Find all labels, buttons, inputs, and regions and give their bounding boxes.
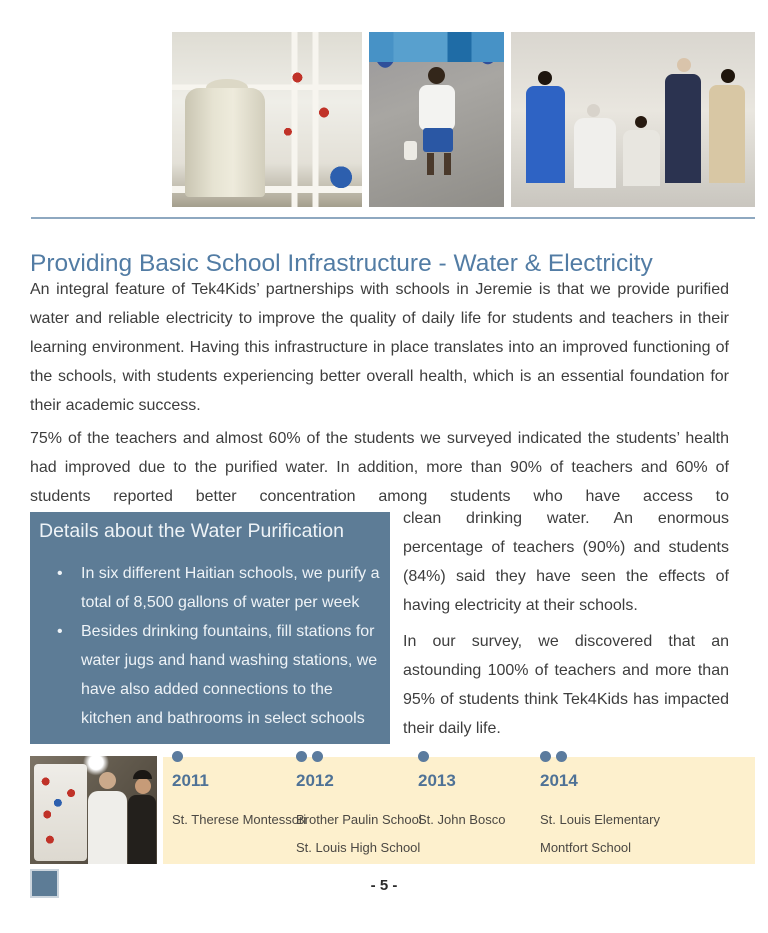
paragraph-intro: An integral feature of Tek4Kids’ partnerships with schools in Jeremie is that we provide purified water and reliable electricity to improve the quality of daily life for students and teachers in their learning environment. Having this infrastructure in place translates into an improved functioning of the schools, with students experiencing better overall health, which is an essential foundation for their academic success.	[30, 281, 729, 414]
timeline-schools	[418, 806, 505, 834]
water-purification-callout	[30, 512, 390, 744]
photo-detail	[133, 770, 152, 779]
timeline-dot-icon	[296, 751, 307, 762]
photo-detail	[34, 764, 87, 861]
photo-detail	[677, 58, 691, 72]
timeline-school: St. Louis High School	[296, 840, 421, 855]
paragraph-survey: 75% of the teachers and almost 60% of the students we surveyed indicated the students’ health had improved due to the purified water. In addition, more than 90% of teachers and 60% of students reported better concentration among students who have access to	[30, 430, 729, 505]
timeline-dot-icon	[556, 751, 567, 762]
photo-detail	[185, 88, 265, 197]
photo-detail	[665, 74, 702, 183]
callout-bullet: • In six different Haitian schools, we purify a total of 8,500 gallons of water per week	[57, 559, 380, 617]
timeline-school: St. Louis Elementary	[540, 812, 660, 827]
timeline-year: 2011	[172, 771, 209, 790]
photo-detail	[99, 772, 116, 789]
timeline-school: St. Therese Montessori	[172, 812, 307, 827]
photo-detail	[404, 141, 417, 160]
timeline-schools	[540, 806, 660, 862]
photo-detail	[721, 69, 735, 83]
paragraph-survey-continued: clean drinking water. An enormous percentage of teachers (90%) and students (84%) said they have seen the effects of having electricity at their schools.	[403, 510, 729, 614]
section-divider	[31, 217, 755, 219]
timeline	[163, 757, 755, 864]
timeline-year: 2014	[540, 771, 578, 790]
timeline-dot-markers	[540, 751, 567, 762]
page-title: Providing Basic School Infrastructure - Water & Electricity	[30, 250, 653, 278]
timeline-entry-2013	[418, 757, 505, 834]
photo-detail	[538, 71, 552, 85]
photo-detail	[135, 778, 151, 794]
photo-detail	[423, 128, 453, 152]
timeline-school: St. John Bosco	[418, 812, 506, 827]
paragraph-impact: In our survey, we discovered that an astounding 100% of teachers and more than 95% of students think Tek4Kids has impacted their daily life.	[403, 633, 729, 737]
children-at-water-fountain-photo	[31, 32, 165, 207]
timeline-school: Brother Paulin School	[296, 812, 422, 827]
timeline-dot-markers	[296, 751, 323, 762]
photo-detail	[709, 85, 746, 183]
photo-detail	[623, 130, 660, 186]
timeline-dot-icon	[312, 751, 323, 762]
photo-row	[31, 32, 755, 207]
callout-bullet-list	[39, 559, 380, 733]
photo-detail	[128, 795, 156, 864]
timeline-schools	[172, 806, 306, 834]
callout-bullet: • Besides drinking fountains, fill stations for water jugs and hand washing stations, we have also added connections to the kitchen and bathrooms in select schools	[57, 617, 380, 733]
timeline-dot-markers	[172, 751, 183, 762]
callout-title: Details about the Water Purification	[39, 520, 344, 542]
photo-detail	[88, 791, 126, 864]
timeline-year: 2012	[296, 771, 334, 790]
photo-detail	[635, 116, 647, 128]
page-number: - 5 -	[370, 877, 398, 894]
timeline-dot-icon	[540, 751, 551, 762]
photo-detail	[427, 153, 451, 175]
water-purification-tank-room-photo	[172, 32, 362, 207]
timeline-dot-markers	[418, 751, 429, 762]
photo-detail	[574, 118, 615, 188]
team-with-equipment-photo	[511, 32, 755, 207]
boy-with-water-jug-photo	[369, 32, 504, 207]
timeline-school: Montfort School	[540, 840, 632, 855]
timeline-dot-icon	[172, 751, 183, 762]
men-installing-water-panel-photo	[30, 756, 157, 864]
photo-detail	[428, 67, 445, 84]
timeline-entry-2014	[540, 757, 660, 862]
photo-detail	[526, 86, 565, 182]
timeline-schools	[296, 806, 422, 862]
timeline-entry-2011	[172, 757, 306, 834]
timeline-dot-icon	[418, 751, 429, 762]
photo-detail	[419, 85, 455, 131]
photo-detail	[369, 32, 504, 62]
photo-detail	[587, 104, 600, 117]
timeline-year: 2013	[418, 771, 456, 790]
timeline-entry-2012	[296, 757, 422, 862]
